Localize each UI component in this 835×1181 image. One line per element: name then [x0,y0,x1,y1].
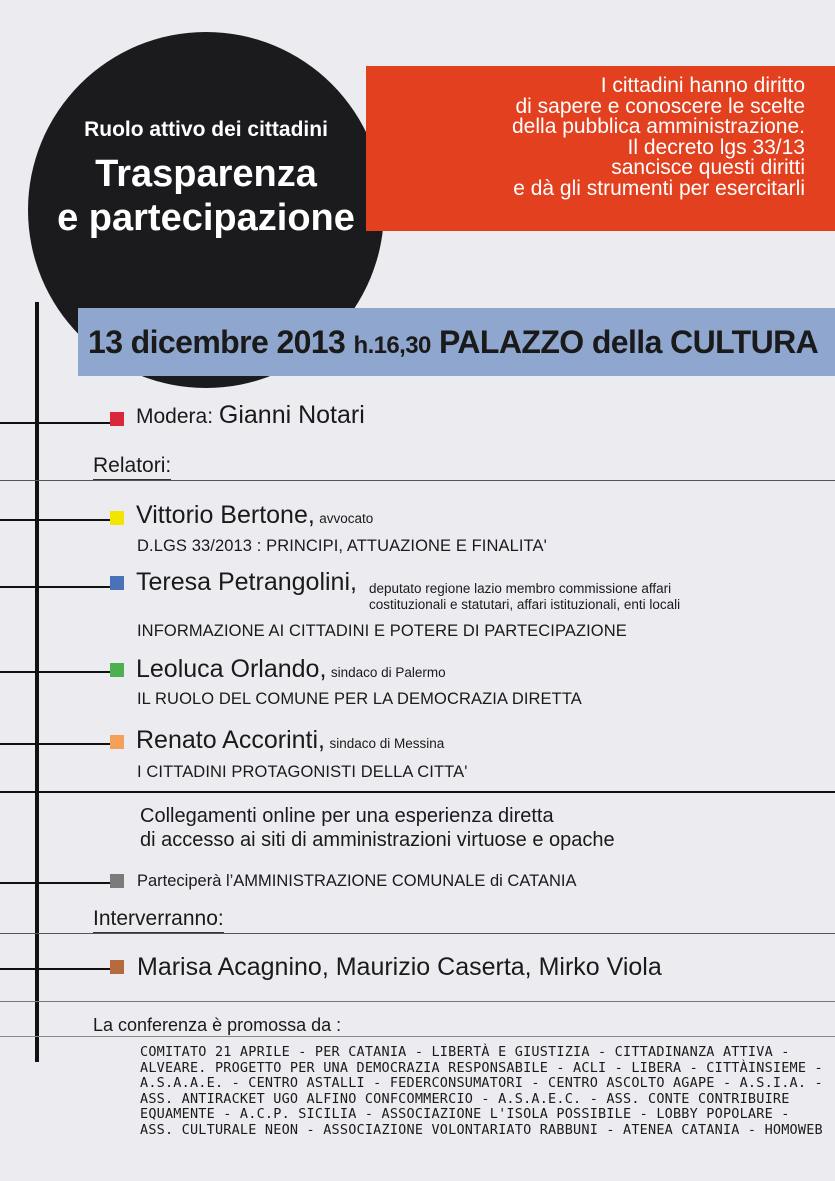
intro-line: I cittadini hanno diritto [600,74,805,97]
intro-line: della pubblica amministrazione. [512,115,805,138]
title-line-1: Trasparenza [95,153,317,195]
timeline-branch [0,743,110,745]
timeline-branch [0,519,110,521]
event-date: 13 dicembre 2013 [88,324,346,360]
speaker-marker [110,663,124,677]
timeline-branch [0,586,110,588]
speaker-name: Vittorio Bertone, [136,501,315,529]
timeline-branch [0,671,110,673]
promoters-line: A.S.A.A.E. - CENTRO ASTALLI - FEDERCONSUMATORI - CENTRO ASCOLTO AGAPE - A.S.I.A. - [140,1075,823,1092]
event-time: h.16,30 [353,332,431,359]
participant-text: Parteciperà l’AMMINISTRAZIONE COMUNALE di CATANIA [137,872,577,890]
speaker-role: avvocato [319,511,374,526]
interveners-heading: Interverranno: [93,907,224,933]
promoters-line: ASS. CULTURALE NEON - ASSOCIAZIONE VOLONTARIATO RABBUNI - ATENEA CATANIA - HOMOWEB [140,1121,823,1138]
speaker-topic: IL RUOLO DEL COMUNE PER LA DEMOCRAZIA DIRETTA [137,690,582,708]
speaker-role: sindaco di Palermo [330,665,446,680]
intro-line: sancisce questi diritti [611,156,805,179]
moderator-row [136,401,365,430]
intro-line: di sapere e conoscere le scelte [515,94,805,118]
speaker-row [136,501,373,530]
online-line-1: Collegamenti online per una esperienza diretta [140,805,554,827]
moderator-marker [110,412,124,426]
speakers-heading: Relatori: [93,454,171,480]
promoters-list [140,1045,823,1139]
intro-line: e dà gli strumenti per esercitarli [513,176,805,200]
interveners-names: Marisa Acagnino, Maurizio Caserta, Mirko Viola [137,953,662,981]
intro-line: Il decreto lgs 33/13 [627,135,805,159]
speaker-topic: INFORMAZIONE AI CITTADINI E POTERE DI PARTECIPAZIONE [137,622,627,640]
participant-marker [110,874,124,888]
promoters-line: ASS. ANTIRACKET UGO ALFINO CONFCOMMERCIO - A.S.A.E.C. - ASS. CONTE CONTRIBUIRE [140,1090,790,1107]
speaker-name: Renato Accorinti, [136,726,325,754]
timeline-branch [0,968,110,970]
speaker-role-continued: costituzionali e statutari, affari istituzionali, enti locali [369,597,681,612]
event-date-bar [78,308,835,376]
intro-box [366,66,835,231]
speaker-row [136,655,446,684]
promoters-line: ALVEARE. PROGETTO PER UNA DEMOCRAZIA RESPONSABILE - ACLI - LIBERA - CITTÀINSIEME - [140,1059,823,1076]
speaker-name: Leoluca Orlando, [136,655,327,683]
divider [0,1036,835,1037]
speaker-name: Teresa Petrangolini, [136,568,357,596]
event-venue: PALAZZO della CULTURA [439,324,819,360]
divider [0,791,835,793]
title-kicker: Ruolo attivo dei cittadini [84,118,328,141]
moderator-label: Modera: [136,405,214,428]
timeline-vertical-line [35,302,39,1062]
online-note [140,804,615,852]
speaker-row [136,726,444,755]
interveners-marker [110,960,124,974]
speaker-role: deputato regione lazio membro commissione affari [369,581,672,596]
speaker-marker [110,735,124,749]
speaker-topic: I CITTADINI PROTAGONISTI DELLA CITTA' [137,763,468,781]
speaker-role: sindaco di Messina [329,736,445,751]
promoters-heading: La conferenza è promossa da : [93,1015,342,1035]
online-line-2: di accesso ai siti di amministrazioni virtuose e opache [140,829,615,851]
speaker-marker [110,576,124,590]
divider [0,933,835,934]
divider [0,480,835,481]
promoters-line: COMITATO 21 APRILE - PER CATANIA - LIBERTÀ E GIUSTIZIA - CITTADINANZA ATTIVA - [140,1044,790,1060]
timeline-branch [0,422,110,424]
speaker-marker [110,511,124,525]
promoters-line: EQUAMENTE - A.C.P. SICILIA - ASSOCIAZIONE L'ISOLA POSSIBILE - LOBBY POPOLARE - [140,1106,790,1123]
divider [0,1001,835,1002]
speaker-topic: D.LGS 33/2013 : PRINCIPI, ATTUAZIONE E FINALITA' [137,537,547,555]
timeline-branch [0,882,110,884]
moderator-name: Gianni Notari [218,401,365,429]
title-line-2: e partecipazione [57,197,355,239]
